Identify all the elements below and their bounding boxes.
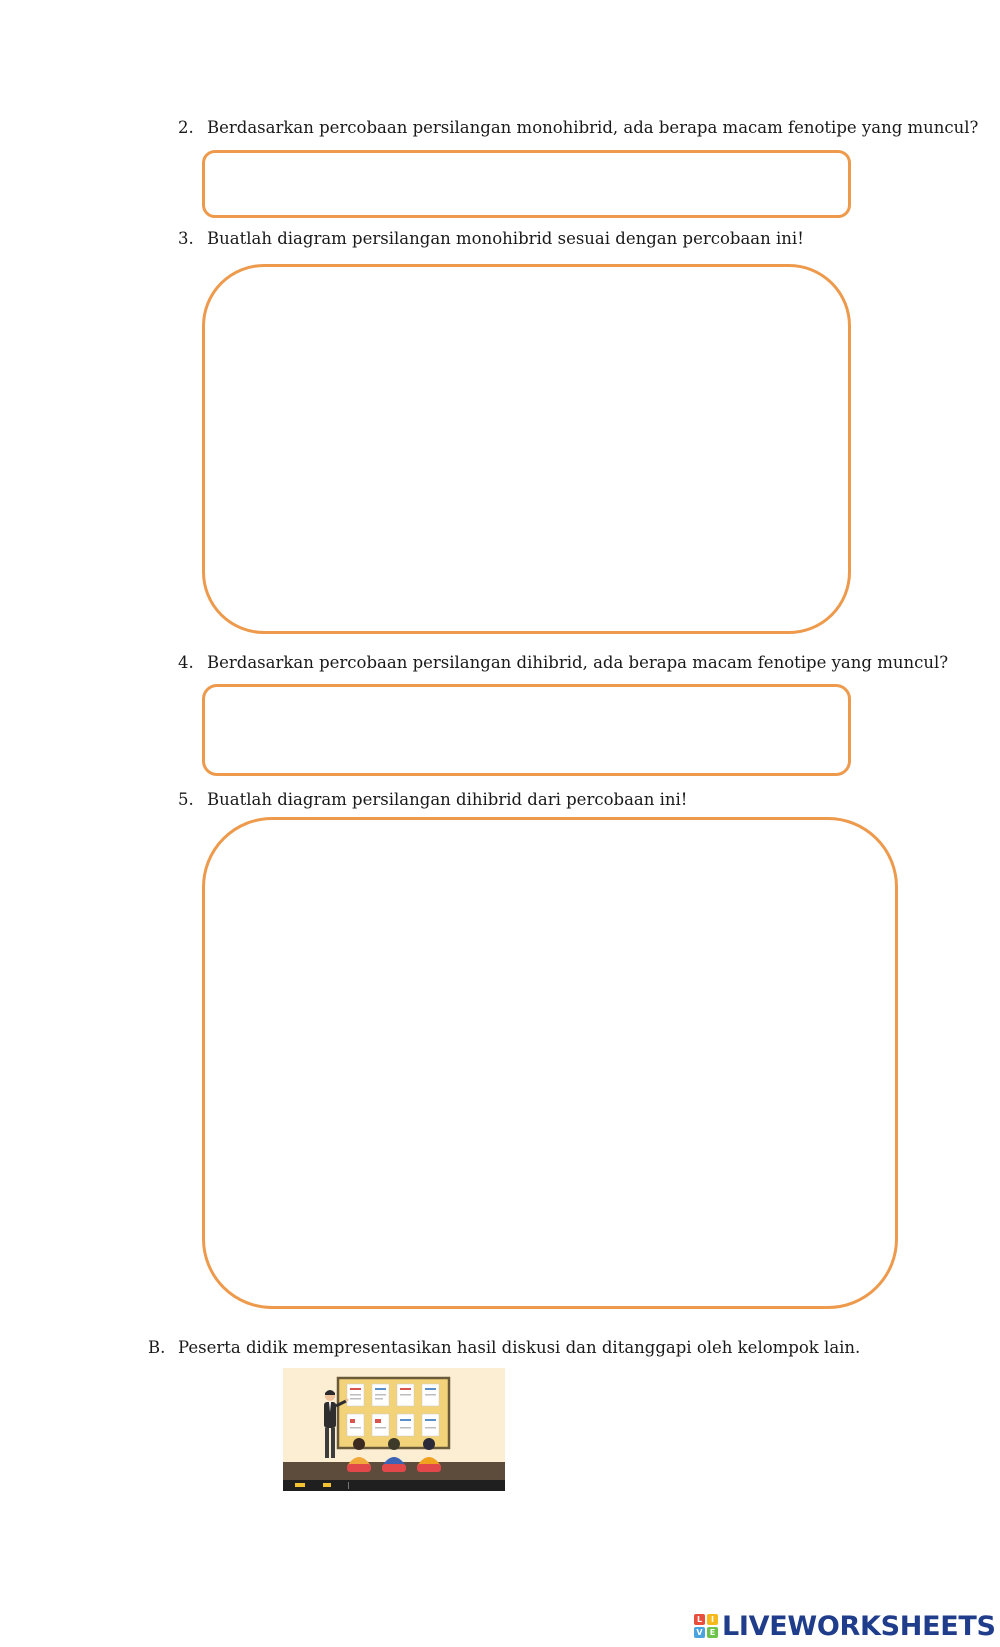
section-letter: B. (148, 1338, 166, 1357)
answer-box-question-5[interactable] (202, 817, 898, 1309)
question-number: 3. (178, 229, 194, 248)
logo-text: LIVEWORKSHEETS (722, 1610, 996, 1642)
answer-box-question-4[interactable] (202, 684, 851, 776)
section-text: Peserta didik mempresentasikan hasil diskusi dan ditanggapi oleh kelompok lain. (178, 1338, 861, 1357)
logo-mark-icon (694, 1614, 718, 1638)
question-text: Berdasarkan percobaan persilangan dihibrid, ada berapa macam fenotipe yang muncul? (207, 653, 949, 672)
answer-box-question-3[interactable] (202, 264, 851, 634)
question-text: Berdasarkan percobaan persilangan monohibrid, ada berapa macam fenotipe yang muncul? (207, 118, 979, 137)
question-number: 2. (178, 118, 194, 137)
logo-letter-l: L (694, 1614, 705, 1625)
presentation-illustration (283, 1368, 505, 1491)
question-number: 4. (178, 653, 194, 672)
question-text: Buatlah diagram persilangan monohibrid sesuai dengan percobaan ini! (207, 229, 804, 248)
footer-bar (283, 1480, 505, 1491)
logo-letter-v: V (694, 1627, 705, 1638)
question-text: Buatlah diagram persilangan dihibrid dari percobaan ini! (207, 790, 688, 809)
liveworksheets-logo (694, 1610, 996, 1642)
logo-letter-i: I (707, 1614, 718, 1625)
answer-box-question-2[interactable] (202, 150, 851, 218)
question-number: 5. (178, 790, 194, 809)
logo-letter-e: E (707, 1627, 718, 1638)
